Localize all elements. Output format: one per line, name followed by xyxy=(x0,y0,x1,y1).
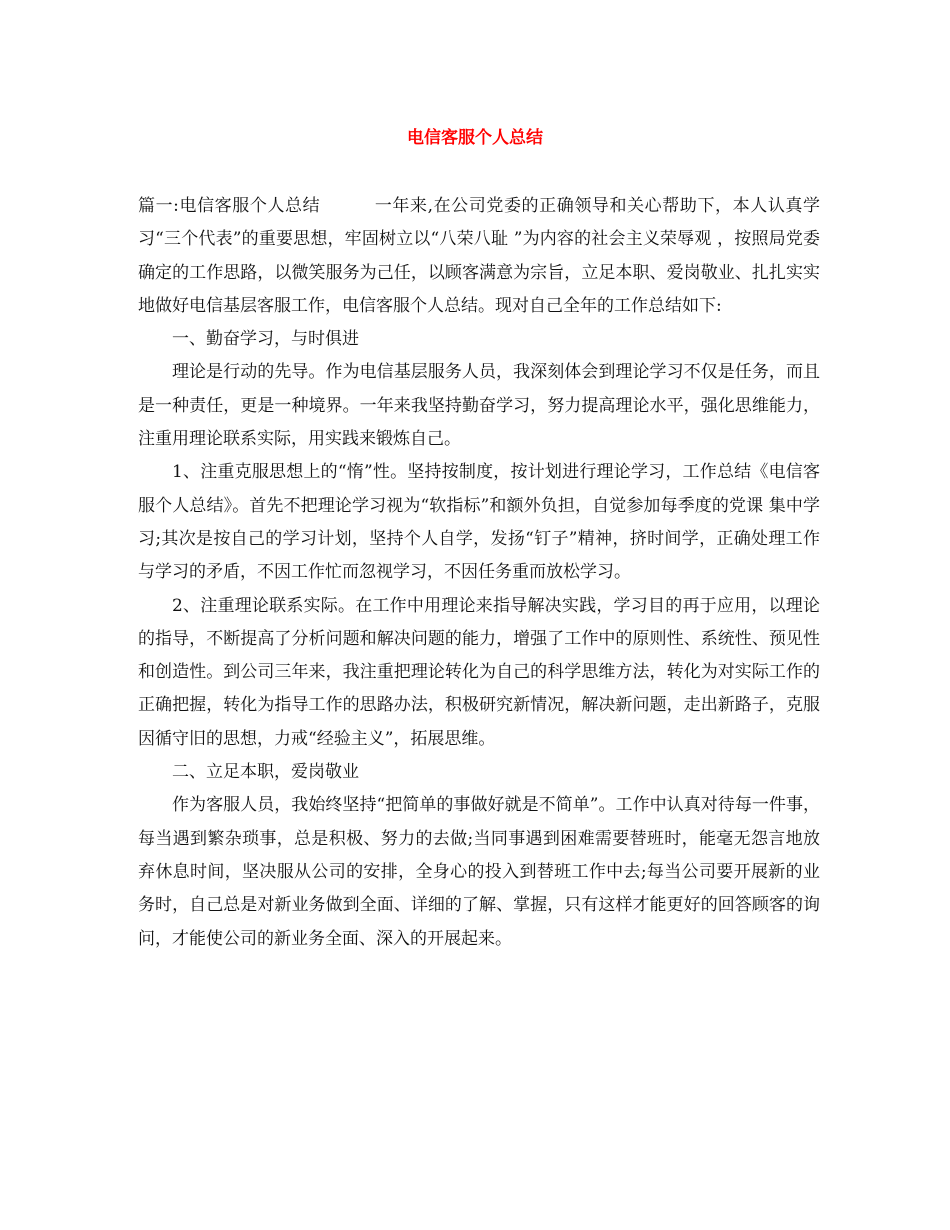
section-heading-1: 一、勤奋学习，与时俱进 xyxy=(172,329,359,350)
document-title: 电信客服个人总结 xyxy=(407,128,543,148)
intro-heading: 篇一:电信客服个人总结 xyxy=(138,196,321,216)
body-paragraph: 1、注重克服思想上的“惰”性。坚持按制度，按计划进行理论学习，工作总结《电信客服个人总结》。首先不把理论学习视为“软指标”和额外负担，自觉参加每季度的党课 集中学习;其次是按自己的学习计划，坚持个人自学，发扬“钉子”精神，挤时间学，正确处理工作与学习的矛盾，不因工作忙而忽视学习，不因任务重而放松学习。 xyxy=(138,462,820,583)
intro-paragraph xyxy=(138,190,820,323)
body-paragraph: 理论是行动的先导。作为电信基层服务人员，我深刻体会到理论学习不仅是任务，而且是一种责任，更是一种境界。一年来我坚持勤奋学习，努力提高理论水平，强化思维能力，注重用理论联系实际，用实践来锻炼自己。 xyxy=(138,362,820,450)
body-paragraph: 作为客服人员，我始终坚持“把简单的事做好就是不简单”。工作中认真对待每一件事，每当遇到繁杂琐事，总是积极、努力的去做;当同事遇到困难需要替班时，能毫无怨言地放弃休息时间，坚决服从公司的安排，全身心的投入到替班工作中去;每当公司要开展新的业务时，自己总是对新业务做到全面、详细的了解、掌握，只有这样才能更好的回答顾客的询问，才能使公司的新业务全面、深入的开展起来。 xyxy=(138,795,820,949)
section-heading-2: 二、立足本职，爱岗敬业 xyxy=(172,762,359,783)
body-paragraph: 2、注重理论联系实际。在工作中用理论来指导解决实践，学习目的再于应用，以理论的指导，不断提高了分析问题和解决问题的能力，增强了工作中的原则性、系统性、预见性和创造性。到公司三年来，我注重把理论转化为自己的科学思维方法，转化为对实际工作的正确把握，转化为指导工作的思路办法，积极研究新情况，解决新问题，走出新路子，克服因循守旧的思想，力戒“经验主义”，拓展思维。 xyxy=(138,595,820,749)
intro-text: 一年来,在公司党委的正确领导和关心帮助下，本人认真学习“三个代表”的重要思想，牢固树立以“八荣八耻 ”为内容的社会主义荣辱观 ，按照局党委确定的工作思路，以微笑服务为己任，以顾客满意为宗旨，立足本职、爱岗敬业、扎扎实实地做好电信基层客服工作，电信客服个人总结。现对自己全年的工作总结如下: xyxy=(138,196,820,316)
document-body xyxy=(138,190,820,956)
